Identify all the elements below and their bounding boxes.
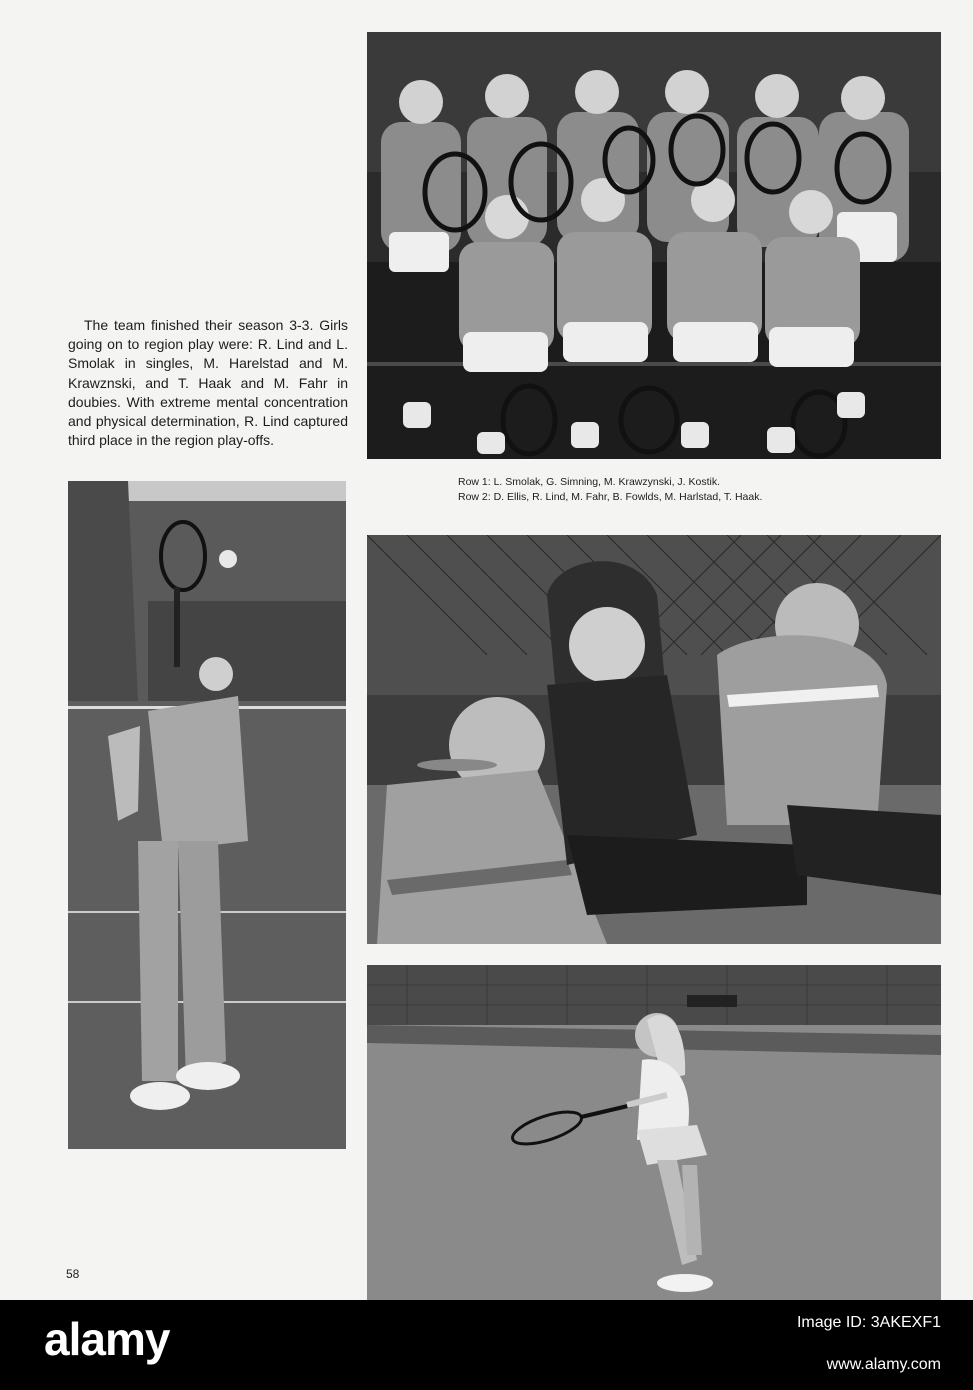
team-photo-caption <box>458 475 878 505</box>
article-paragraph <box>68 316 348 450</box>
alamy-logo: alamy <box>44 1313 170 1365</box>
article-text: The team finished their season 3-3. Girls going on to region play were: R. Lind and L. Smolak in singles, M. Harelstad and M. Krawznski, and T. Haak and M. Fahr in doubies. With extreme mental concentration and physical determination, R. Lind captured third place in the region play-offs. <box>68 317 348 449</box>
image-id: Image ID: 3AKEXF1 <box>796 1314 941 1331</box>
spectators-photo <box>367 535 941 944</box>
stock-watermark-bar <box>0 1300 973 1390</box>
player-forehand-photo <box>367 965 941 1300</box>
alamy-url: www.alamy.com <box>826 1356 941 1373</box>
caption-row-1: Row 1: L. Smolak, G. Simning, M. Krawzynski, J. Kostik. <box>458 476 720 488</box>
page-number: 58 <box>66 1267 80 1281</box>
caption-row-2: Row 2: D. Ellis, R. Lind, M. Fahr, B. Fowlds, M. Harlstad, T. Haak. <box>458 491 763 503</box>
team-photo <box>367 32 941 459</box>
serving-player-photo <box>68 481 346 1149</box>
